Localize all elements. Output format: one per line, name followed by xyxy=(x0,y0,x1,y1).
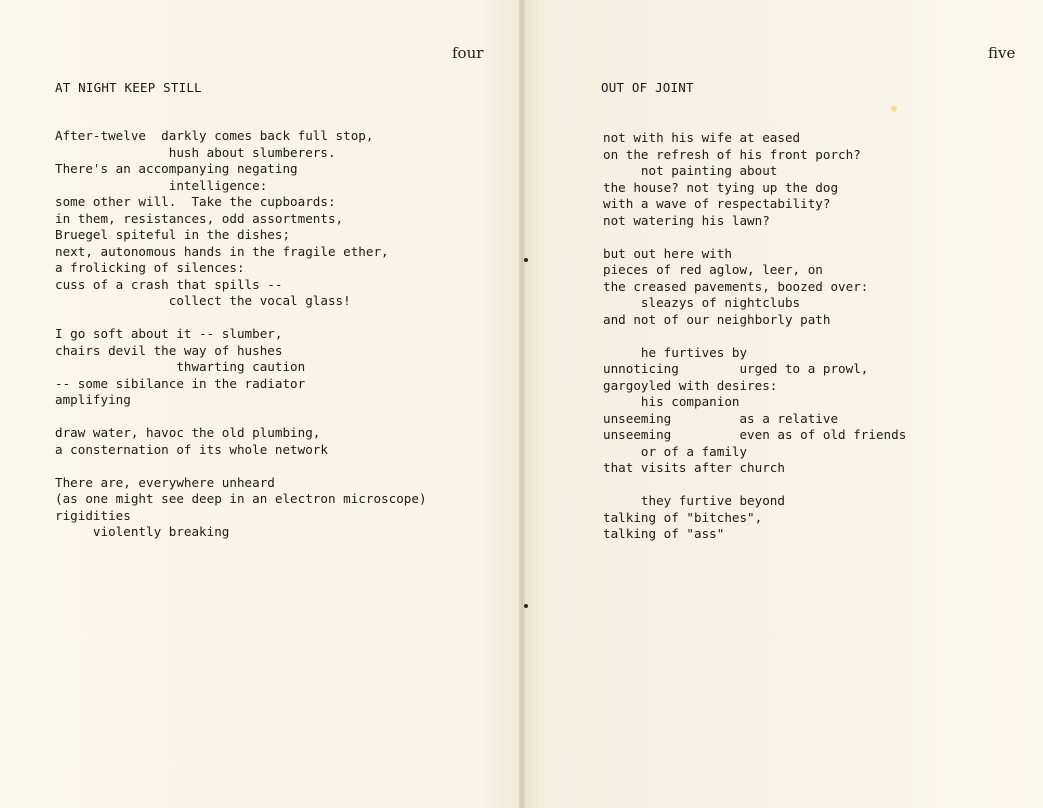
poem-title-left: AT NIGHT KEEP STILL xyxy=(55,80,202,95)
binding-staple-mark-bottom xyxy=(524,604,528,608)
poem-body-right: not with his wife at eased on the refresh of his front porch? not painting about the house? not tying up the dog with a wave of respectability? not watering his lawn? but out here with pieces of red aglow, leer, on the creased pavements, boozed over: sleazys of nightclubs and not of our neighborly path he furtives by unnoticing urged to a prowl, gargoyled with desires: his companion unseeming as a relative unseeming even as of old friends or of a family that visits after church they furtive beyond talking of "bitches", talking of "ass" xyxy=(603,130,907,541)
right-page xyxy=(523,0,1043,808)
page-number-left: four xyxy=(452,44,484,62)
binding-staple-mark-top xyxy=(524,258,528,262)
page-number-right: five xyxy=(988,44,1016,62)
paper-stain xyxy=(891,106,897,112)
left-page xyxy=(0,0,521,808)
poem-body-left: After-twelve darkly comes back full stop, hush about slumberers. There's an accompanying negating intelligence: some other will. Take the cupboards: in them, resistances, odd assortments, Bruegel spiteful in the dishes; next, autonomous hands in the fragile ether, a frolicking of silences: cuss of a crash that spills -- collect the vocal glass! I go soft about it -- slumber, chairs devil the way of hushes thwarting caution -- some sibilance in the radiator amplifying draw water, havoc the old plumbing, a consternation of its whole network There are, everywhere unheard (as one might see deep in an electron microscope) rigidities violently breaking xyxy=(55,128,427,539)
poem-title-right: OUT OF JOINT xyxy=(601,80,694,95)
